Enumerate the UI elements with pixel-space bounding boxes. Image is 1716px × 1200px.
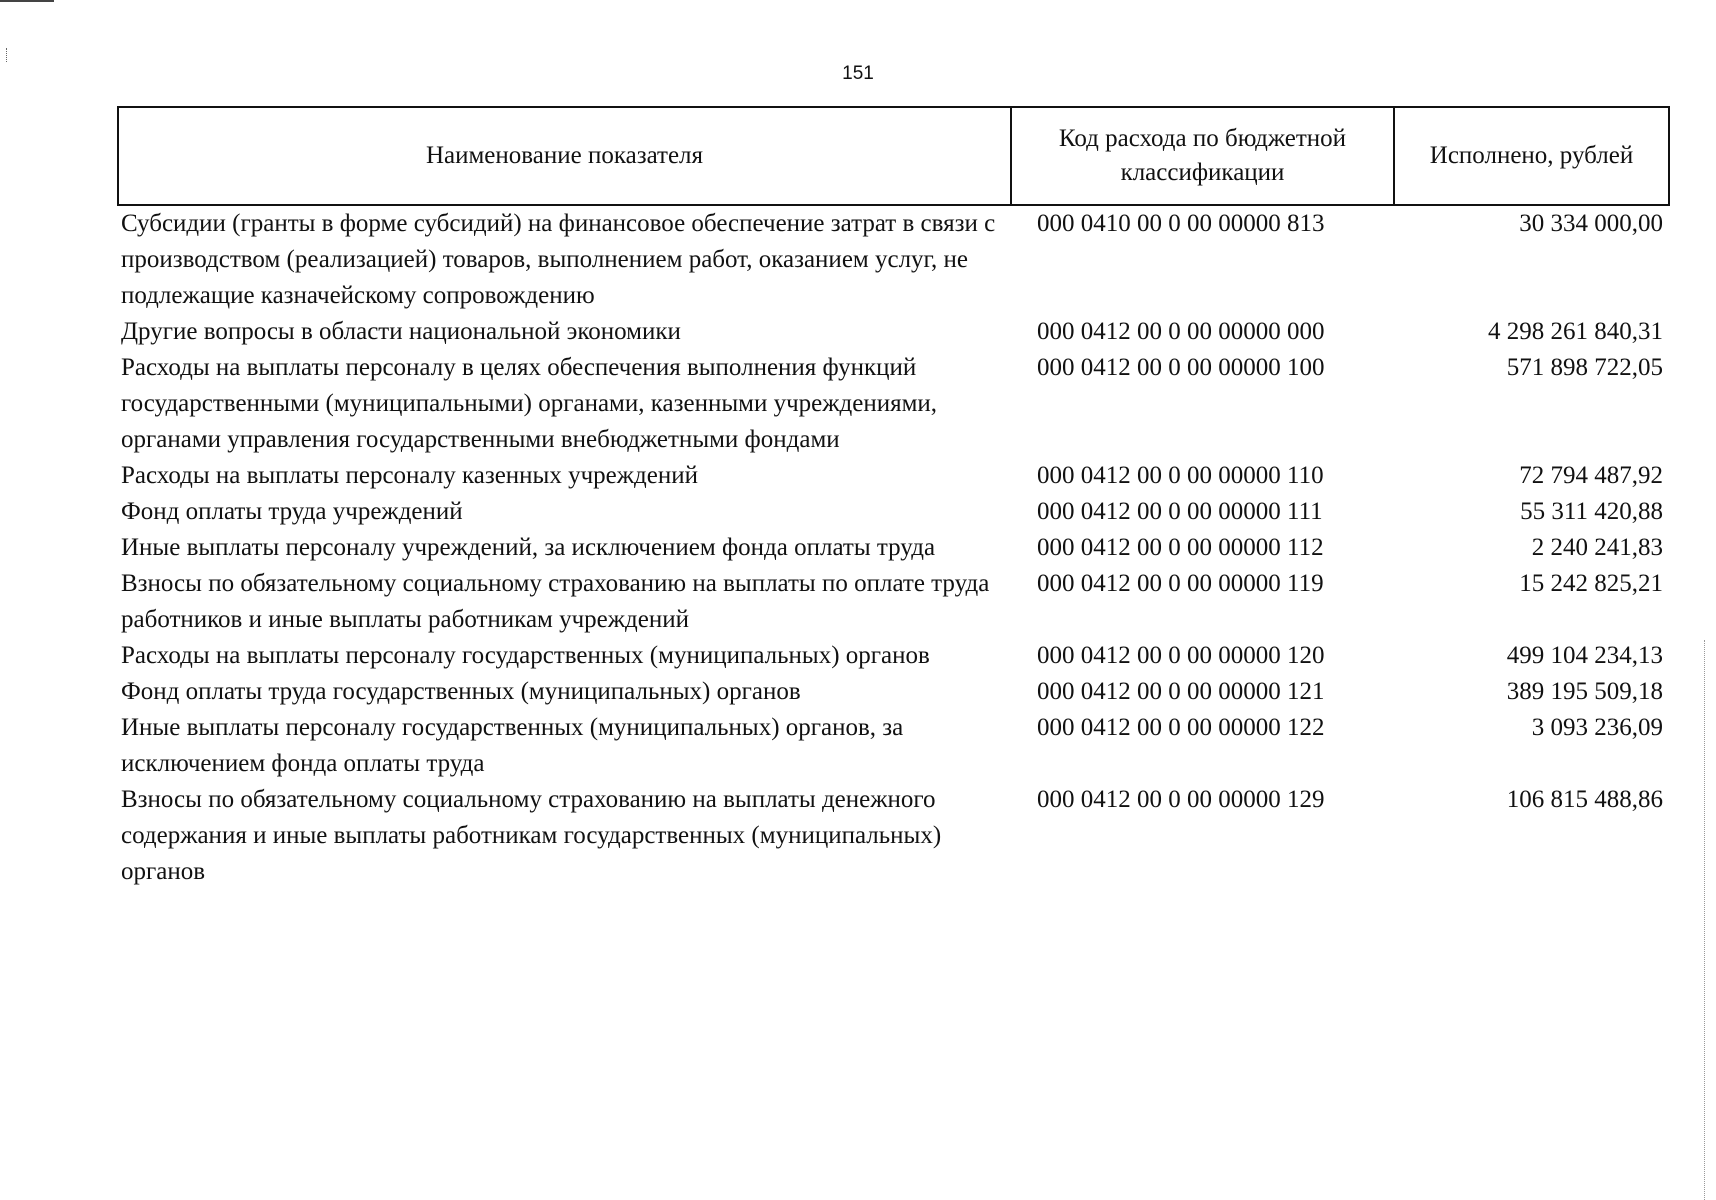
table-row (118, 205, 1669, 314)
table-row (118, 530, 1669, 566)
row-code: 000 0412 00 0 00 00000 120 (1037, 642, 1325, 669)
table-row (118, 566, 1669, 638)
table-row (118, 638, 1669, 674)
table-row (118, 458, 1669, 494)
row-name: Другие вопросы в области национальной экономики (121, 318, 681, 345)
row-code: 000 0412 00 0 00 00000 122 (1037, 714, 1325, 741)
row-name: Фонд оплаты труда государственных (муниципальных) органов (121, 678, 801, 705)
table-row (118, 494, 1669, 530)
row-code: 000 0412 00 0 00 00000 100 (1037, 354, 1325, 381)
row-name: Субсидии (гранты в форме субсидий) на финансовое обеспечение затрат в связи с производством (реализацией) товаров, выполнением работ, оказанием услуг, не подлежащие казначейскому сопровождению (121, 210, 996, 309)
table-row (118, 350, 1669, 458)
header-sum: Исполнено, рублей (1394, 107, 1669, 205)
row-name: Расходы на выплаты персоналу казенных учреждений (121, 462, 698, 489)
row-code: 000 0412 00 0 00 00000 121 (1037, 678, 1325, 705)
header-code: Код расхода по бюджетной классификации (1011, 107, 1394, 205)
row-sum: 15 242 825,21 (1519, 570, 1663, 597)
scan-edge-mark (0, 0, 54, 2)
scan-edge-mark (1704, 640, 1706, 1200)
row-sum: 55 311 420,88 (1520, 498, 1663, 525)
row-code: 000 0412 00 0 00 00000 129 (1037, 786, 1325, 813)
table-header (118, 107, 1669, 205)
row-sum: 30 334 000,00 (1519, 210, 1663, 237)
table-body (118, 205, 1669, 890)
table-row (118, 710, 1669, 782)
row-sum: 571 898 722,05 (1506, 354, 1663, 381)
row-code: 000 0412 00 0 00 00000 000 (1037, 318, 1325, 345)
row-name: Фонд оплаты труда учреждений (121, 498, 463, 525)
row-sum: 389 195 509,18 (1506, 678, 1663, 705)
row-sum: 2 240 241,83 (1531, 534, 1663, 561)
row-code: 000 0412 00 0 00 00000 112 (1037, 534, 1324, 561)
row-sum: 3 093 236,09 (1531, 714, 1663, 741)
row-sum: 4 298 261 840,31 (1488, 318, 1663, 345)
row-code: 000 0410 00 0 00 00000 813 (1037, 210, 1325, 237)
row-sum: 499 104 234,13 (1506, 642, 1663, 669)
header-row (118, 107, 1669, 205)
row-name: Расходы на выплаты персоналу государственных (муниципальных) органов (121, 642, 930, 669)
table-row (118, 314, 1669, 350)
scan-edge-mark (6, 48, 10, 62)
row-name: Иные выплаты персоналу государственных (муниципальных) органов, за исключением фонда оплаты труда (121, 714, 904, 777)
row-code: 000 0412 00 0 00 00000 110 (1037, 462, 1324, 489)
row-name: Взносы по обязательному социальному страхованию на выплаты денежного содержания и иные выплаты работникам государственных (муниципальных) органов (121, 786, 942, 885)
budget-execution-table (117, 106, 1670, 890)
table-row (118, 674, 1669, 710)
row-sum: 72 794 487,92 (1519, 462, 1663, 489)
page-number: 151 (842, 63, 874, 84)
header-name: Наименование показателя (118, 107, 1011, 205)
row-name: Расходы на выплаты персоналу в целях обеспечения выполнения функций государственными (муниципальными) органами, казенными учреждениями, органами управления государственными внебюджетными фондами (121, 354, 938, 453)
row-code: 000 0412 00 0 00 00000 119 (1037, 570, 1324, 597)
table-row (118, 782, 1669, 890)
row-name: Иные выплаты персоналу учреждений, за исключением фонда оплаты труда (121, 534, 936, 561)
row-code: 000 0412 00 0 00 00000 111 (1037, 498, 1323, 525)
row-name: Взносы по обязательному социальному страхованию на выплаты по оплате труда работников и иные выплаты работникам учреждений (121, 570, 990, 633)
row-sum: 106 815 488,86 (1506, 786, 1663, 813)
